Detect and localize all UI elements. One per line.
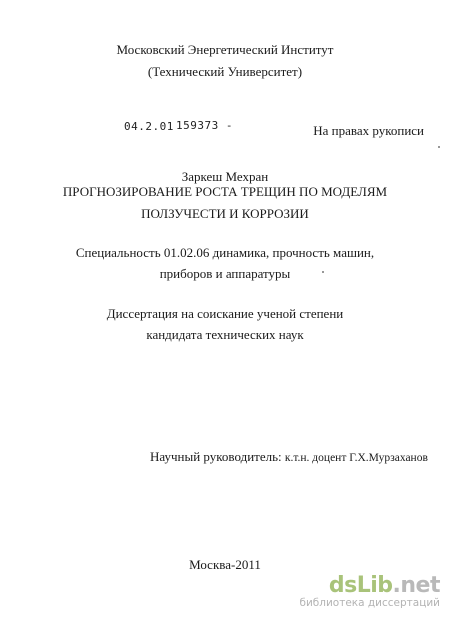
watermark-subtitle: библиотека диссертаций [299,597,440,609]
dissertation-line-2: кандидата технических наук [146,327,304,342]
dissertation-line-1: Диссертация на соискание ученой степени [106,306,344,321]
supervisor-name: к.т.н. доцент Г.Х.Мурзаханов [284,452,428,464]
specialty-line-1: Специальность 01.02.06 динамика, прочность машин, [75,245,375,260]
dslib-logo: dsLib.net [328,573,440,598]
thesis-title-line-1: ПРОГНОЗИРОВАНИЕ РОСТА ТРЕЩИН ПО МОДЕЛЯМ [62,184,388,199]
thesis-title-line-2: ПОЛЗУЧЕСТИ И КОРРОЗИИ [141,206,309,221]
dslib-watermark [299,573,442,611]
university-name: (Технический Университет) [147,64,303,79]
speck-mark [322,271,324,273]
speck-mark [438,146,440,148]
city-year: Москва-2011 [189,557,261,572]
manuscript-note: На правах рукописи [313,123,424,138]
author-name: Заркеш Мехран [181,169,269,184]
supervisor-line [150,449,428,466]
specialty-line-2: приборов и аппаратуры [159,266,291,281]
supervisor-label: Научный руководитель: [150,449,282,464]
stamp-number: 159373 - [176,119,233,132]
stamp-date: 04.2.01 [124,120,174,133]
institute-name: Московский Энергетический Институт [116,42,334,57]
